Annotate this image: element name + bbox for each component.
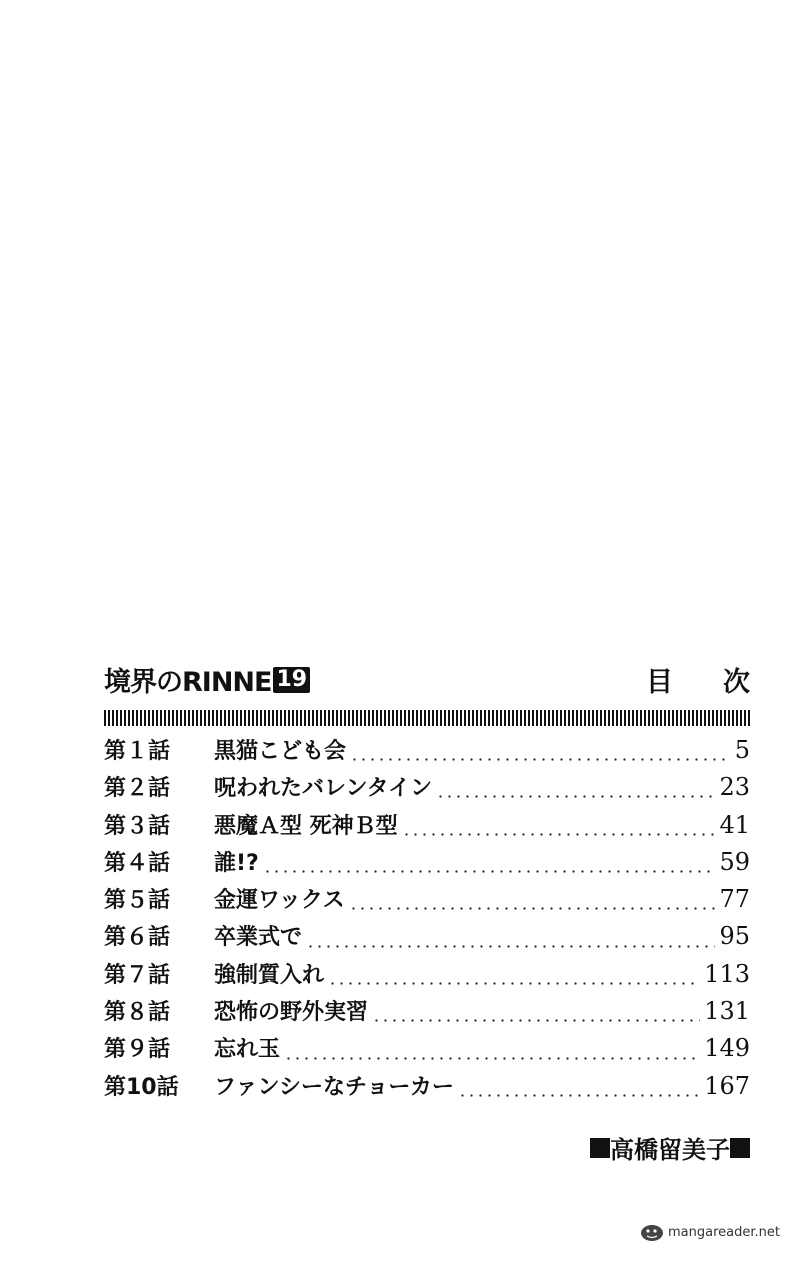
black-square-icon [590,1138,610,1158]
chapter-number: 第７話 [104,962,171,988]
dot-leader [350,758,731,761]
chapter-list [104,734,750,1107]
chapter-title: 忘れ玉 [214,1037,281,1063]
chapter-number: 第２話 [104,776,171,802]
dot-leader [328,982,700,985]
chapter-entry [104,958,750,995]
dot-leader [436,795,715,798]
black-square-icon [730,1138,750,1158]
chapter-page: 113 [704,959,750,988]
toc-header [104,660,750,700]
chapter-number: 第１話 [104,739,171,764]
chapter-number: 第４話 [104,850,171,876]
chapter-title: 誰!? [214,850,259,876]
chapter-entry [104,1032,750,1069]
chapter-entry [104,846,750,883]
chapter-title: 金運ワックス [214,888,345,914]
dot-leader [402,833,716,836]
contents-heading [646,660,750,699]
chapter-entry [104,1070,750,1107]
chapter-page: 131 [704,997,750,1026]
contents-heading-char: 次 [723,667,750,698]
gorilla-logo-icon [639,1222,665,1242]
chapter-page: 23 [719,773,750,802]
chapter-title: 悪魔Ａ型 死神Ｂ型 [214,813,398,839]
chapter-title: 強制質入れ [214,962,325,988]
dot-leader [349,907,716,910]
book-title [104,660,310,699]
volume-badge: 19 [273,667,310,693]
chapter-entry [104,771,750,808]
site-watermark [639,1222,780,1242]
chapter-title: ファンシーなチョーカー [214,1074,454,1100]
dot-leader [306,945,715,948]
chapter-title: 呪われたバレンタイン [214,776,433,802]
chapter-entry [104,920,750,957]
chapter-page: 95 [719,922,750,951]
chapter-page: 167 [704,1071,750,1100]
chapter-number: 第９話 [104,1037,171,1063]
watermark-text: mangareader.net [668,1224,780,1240]
chapter-page: 41 [719,810,750,839]
author-name: 高橋留美子 [610,1136,730,1164]
chapter-entry [104,995,750,1032]
chapter-title: 恐怖の野外実習 [214,1000,369,1026]
chapter-number: 第５話 [104,888,171,914]
dot-leader [372,1019,700,1022]
chapter-number: 第６話 [104,925,171,951]
chapter-title: 黒猫こども会 [214,739,347,764]
contents-heading-char: 目 [646,667,673,698]
chapter-number: 第３話 [104,813,171,839]
chapter-page: 59 [719,847,750,876]
chapter-number: 第８話 [104,1000,171,1026]
chapter-title: 卒業式で [214,925,303,951]
author-credit [590,1130,750,1165]
chapter-number: 第10話 [104,1074,179,1100]
decorative-rule [104,710,750,726]
chapter-entry [104,883,750,920]
chapter-entry [104,809,750,846]
dot-leader [263,870,716,873]
dot-leader [284,1057,700,1060]
table-of-contents [104,660,750,1164]
chapter-entry [104,734,750,771]
chapter-page: 5 [734,736,750,764]
book-title-text: 境界のRINNE [104,667,272,698]
chapter-page: 149 [704,1034,750,1063]
dot-leader [458,1094,700,1097]
chapter-page: 77 [719,885,750,914]
